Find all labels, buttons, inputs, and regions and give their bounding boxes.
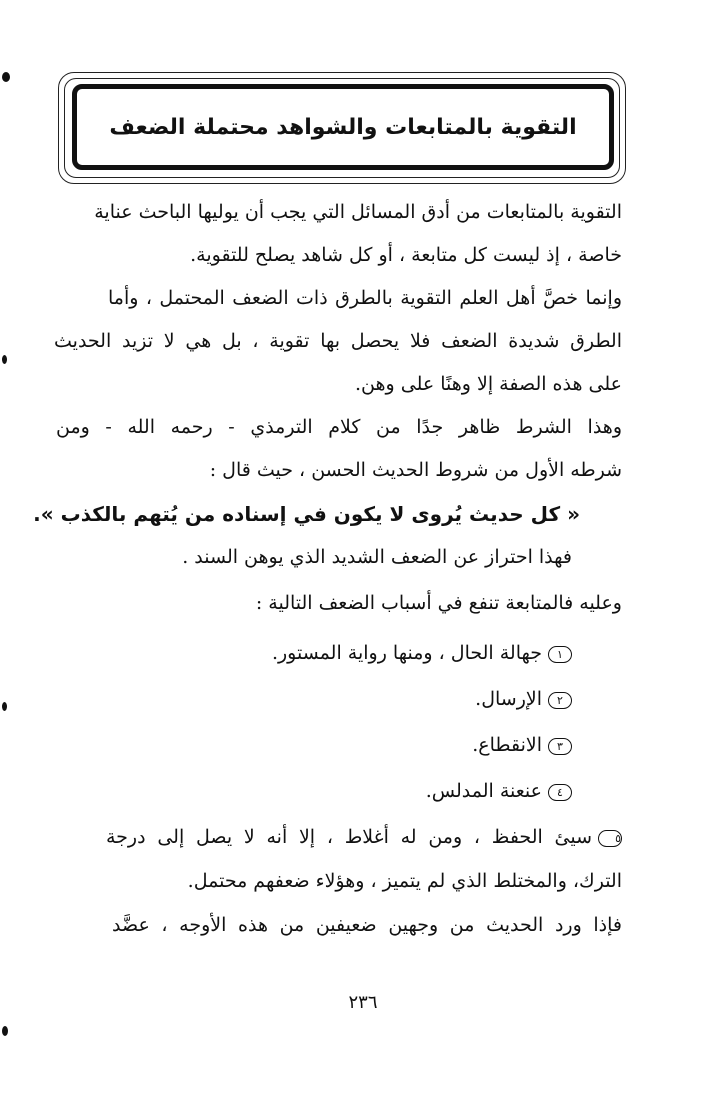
item-number: ٣	[548, 738, 572, 755]
item-number: ١	[548, 646, 572, 663]
item-text: الإرسال.	[475, 688, 542, 710]
item-number: ٥	[598, 830, 622, 847]
paragraph-line: التقوية بالمتابعات من أدق المسائل التي يجب أن يوليها الباحث عناية	[94, 201, 622, 223]
item-text: الانقطاع.	[472, 734, 542, 756]
item-number: ٢	[548, 692, 572, 709]
paragraph-line: شرطه الأول من شروط الحديث الحسن ، حيث قال :	[209, 459, 622, 481]
paragraph-line: فهذا احتراز عن الضعف الشديد الذي يوهن السند .	[182, 546, 572, 568]
paragraph-line: خاصة ، إذ ليست كل متابعة ، أو كل شاهد يصلح للتقوية.	[190, 244, 622, 266]
scan-mark	[2, 72, 10, 82]
list-item	[472, 736, 572, 755]
paragraph-line: على هذه الصفة إلا وهنًا على وهن.	[355, 373, 622, 395]
scan-mark	[2, 355, 7, 364]
paragraph-line: وإنما خصَّ أهل العلم التقوية بالطرق ذات الضعف المحتمل ، وأما	[108, 287, 622, 309]
item-text: عنعنة المدلس.	[425, 780, 542, 802]
quote-line: « كل حديث يُروى لا يكون في إسناده من يُتهم بالكذب ».	[33, 502, 580, 526]
scan-mark	[2, 1026, 8, 1036]
item-number: ٤	[548, 784, 572, 801]
title-frame	[72, 84, 614, 170]
paragraph-line: وهذا الشرط ظاهر جدًا من كلام الترمذي - رحمه الله - ومن	[56, 416, 622, 438]
paragraph-line: الطرق شديدة الضعف فلا يحصل بها تقوية ، بل هي لا تزيد الحديث	[54, 330, 622, 352]
item-text: سيئ الحفظ ، ومن له أغلاط ، إلا أنه لا يصل إلى درجة	[106, 826, 592, 848]
list-item	[475, 690, 572, 709]
paragraph-line: وعليه فالمتابعة تنفع في أسباب الضعف التالية :	[255, 592, 622, 614]
scan-mark	[2, 702, 7, 711]
paragraph-line: الترك، والمختلط الذي لم يتميز ، وهؤلاء ضعفهم محتمل.	[187, 870, 622, 892]
list-item	[106, 828, 622, 847]
page-number: ٢٣٦	[348, 992, 378, 1013]
list-item	[272, 644, 572, 663]
item-text: جهالة الحال ، ومنها رواية المستور.	[271, 642, 542, 664]
paragraph-line: فإذا ورد الحديث من وجهين ضعيفين من هذه الأوجه ، عضَّد	[112, 914, 622, 936]
section-title: التقوية بالمتابعات والشواهد محتملة الضعف	[109, 114, 577, 140]
list-item	[426, 782, 572, 801]
